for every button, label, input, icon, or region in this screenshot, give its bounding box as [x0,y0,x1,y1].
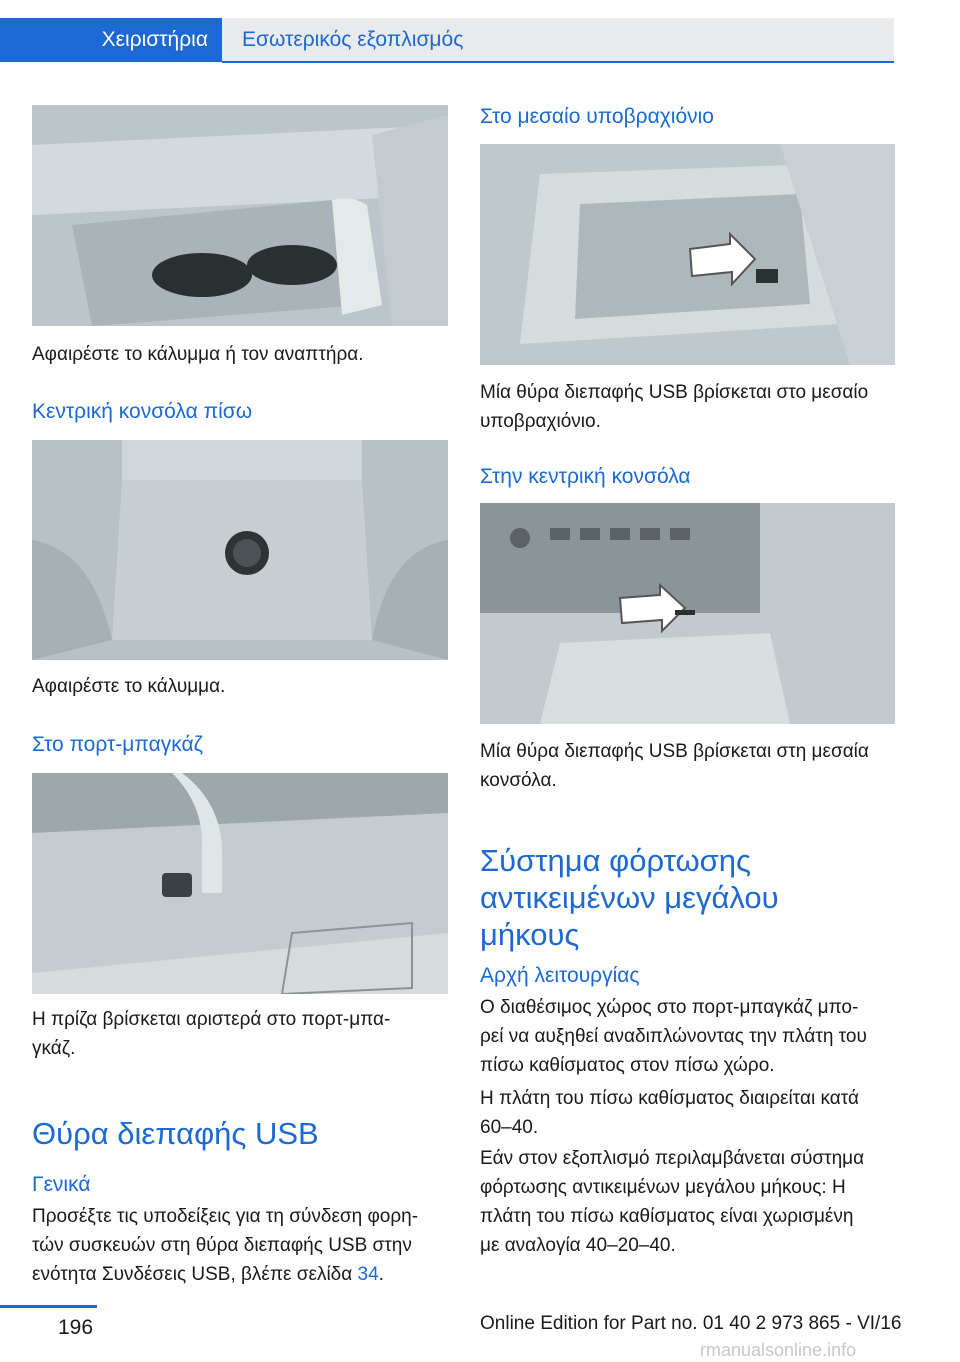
section-title-loading-system-line3: μήκους [480,917,580,952]
section-title-loading-system-line2: αντικειμένων μεγάλου [480,880,779,915]
paragraph2-line1: Η πλάτη του πίσω καθίσματος διαιρείται κατά [480,1088,859,1109]
footer-rule [0,1305,97,1308]
photo-luggage-compartment [32,773,448,994]
heading-center-armrest: Στο μεσαίο υποβραχιόνιο [480,105,714,128]
body-line-3 [32,1260,384,1289]
body-line-3-end: . [378,1264,384,1285]
paragraph3-line2: φόρτωσης αντικειμένων μεγάλου μήκους: Η [480,1177,846,1198]
caption-console-usb-line2: κονσόλα. [480,770,557,791]
paragraph2-line2: 60–40. [480,1117,539,1138]
tab-interior-equipment[interactable]: Εσωτερικός εξοπλισμός [222,18,894,62]
section-title-usb-port: Θύρα διεπαφής USB [32,1116,319,1151]
page-number: 196 [58,1316,94,1339]
caption-socket-location-line1: Η πρίζα βρίσκεται αριστερά στο πορτ-μπα‐ [32,1009,391,1030]
photo-center-console [480,503,895,724]
heading-center-console: Στην κεντρική κονσόλα [480,465,691,488]
caption-remove-cover: Αφαιρέστε το κάλυμμα. [32,676,226,697]
caption-armrest-usb-line2: υποβραχιόνιο. [480,411,601,432]
body-line-1: Προσέξτε τις υποδείξεις για τη σύνδεση φορη‐ [32,1206,419,1227]
subheading-principle: Αρχή λειτουργίας [480,964,640,987]
caption-armrest-usb-line1: Μία θύρα διεπαφής USB βρίσκεται στο μεσαίο [480,382,869,403]
edition-info: Online Edition for Part no. 01 40 2 973 865 - VI/16 [480,1313,902,1334]
photo-cupholder-console [32,105,448,326]
paragraph3-line1: Εάν στον εξοπλισμό περιλαμβάνεται σύστημα [480,1148,865,1169]
watermark: rmanualsonline.info [700,1340,857,1360]
subheading-general: Γενικά [32,1173,91,1196]
photo-rear-center-console [32,440,448,660]
page-reference-link[interactable]: 34 [357,1264,379,1285]
heading-rear-center-console: Κεντρική κονσόλα πίσω [32,400,253,423]
caption-remove-cover-or-lighter: Αφαιρέστε το κάλυμμα ή τον αναπτήρα. [32,344,364,365]
paragraph1-line3: πίσω καθίσματος στον πίσω χώρο. [480,1055,775,1076]
caption-console-usb-line1: Μία θύρα διεπαφής USB βρίσκεται στη μεσαία [480,741,869,762]
section-title-loading-system-line1: Σύστημα φόρτωσης [480,843,751,878]
paragraph1-line1: Ο διαθέσιμος χώρος στο πορτ-μπαγκάζ μπο‐ [480,997,859,1018]
body-line-2: τών συσκευών στη θύρα διεπαφής USB στην [32,1235,412,1256]
page-header [0,0,960,62]
paragraph3-line4: με αναλογία 40–20–40. [480,1235,676,1256]
paragraph1-line2: ρεί να αυξηθεί αναδιπλώνοντας την πλάτη του [480,1026,867,1047]
body-line-3-text: ενότητα Συνδέσεις USB, βλέπε σελίδα [32,1264,358,1285]
heading-luggage-compartment: Στο πορτ-μπαγκάζ [32,733,203,756]
photo-center-armrest [480,144,895,365]
header-underline [222,61,894,63]
caption-socket-location-line2: γκάζ. [32,1038,76,1059]
paragraph3-line3: πλάτη του πίσω καθίσματος είναι χωρισμένη [480,1206,854,1227]
tab-controls[interactable]: Χειριστήρια [0,18,222,62]
